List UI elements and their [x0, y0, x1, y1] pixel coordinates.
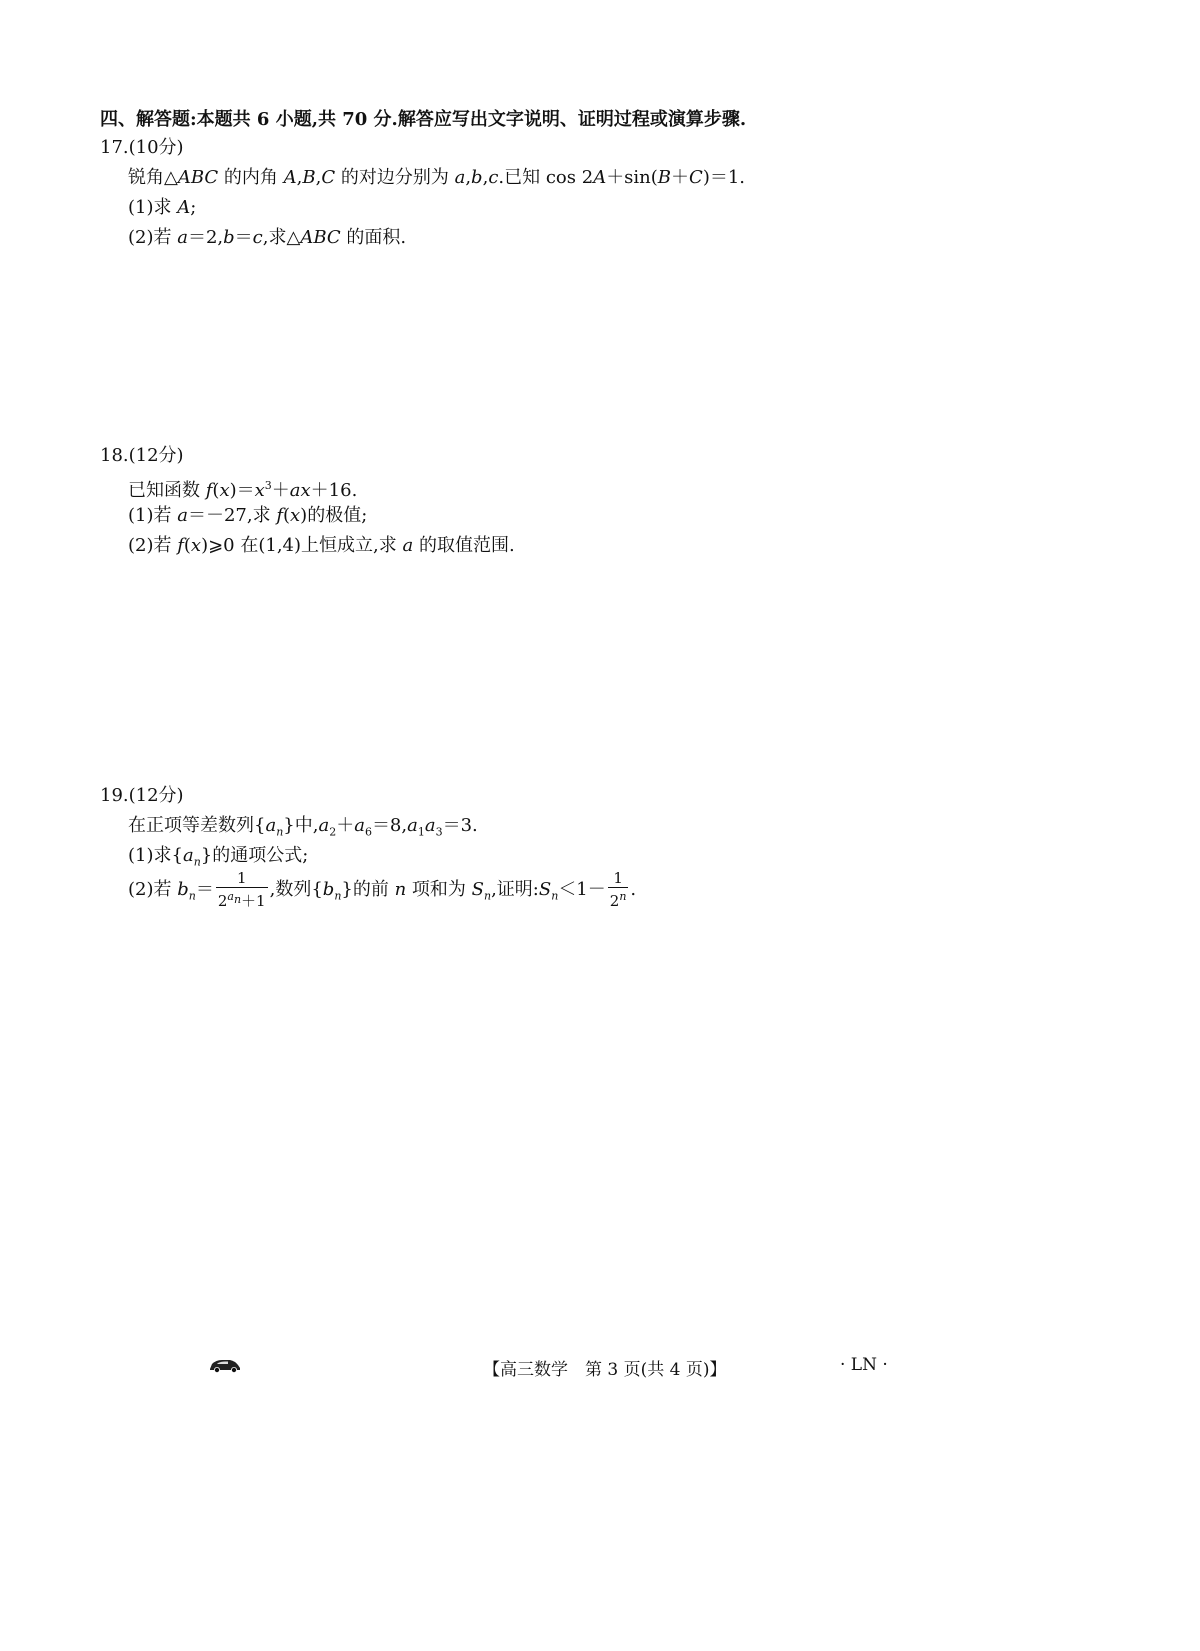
q19-part1: (1)求$\{a_n\}$的通项公式;	[128, 845, 309, 869]
q17-number: 17.(10分)	[100, 137, 184, 158]
fraction-bound: $\frac{1}{2^n}$	[609, 869, 627, 910]
q18-part2: (2)若 f(x)⩾0 在(1,4)上恒成立,求 a 的取值范围.	[128, 535, 515, 556]
q19-stem: 在正项等差数列$\{a_n\}$中$,a_2+a_6=8,a_1a_3=3$.	[128, 815, 478, 839]
footer-code: · LN ·	[840, 1355, 888, 1375]
section-header: 四、解答题:本题共 6 小题,共 70 分.解答应写出文字说明、证明过程或演算步骤.	[100, 109, 747, 130]
q18-number: 18.(12分)	[100, 445, 184, 466]
q17-stem: 锐角△ABC 的内角 A,B,C 的对边分别为 a,b,c.已知 cos 2A＋sin(B＋C)＝1.	[128, 167, 746, 188]
q19-number: 19.(12分)	[100, 785, 184, 806]
car-logo-icon	[208, 1357, 242, 1373]
q17-part1: (1)求 A;	[128, 197, 197, 218]
q18-stem: 已知函数 $f(x)=x^3+ax+16$.	[128, 479, 358, 501]
q17-part2: (2)若 a＝2,b＝c,求△ABC 的面积.	[128, 227, 407, 248]
fraction-bn: $\frac{1}{2^{a_n}+1}$	[217, 869, 266, 910]
q19-part2: (2)若 $b_n=$ $\frac{1}{2^{a_n}+1}$ ,数列$\{b_n\}$的前 n 项和为 $S_n$,证明$:S_n<1-$ $\frac{1}{2^n}$ .	[128, 869, 637, 910]
footer-page-info: 【高三数学 第 3 页(共 4 页)】	[483, 1360, 727, 1380]
q18-part1: (1)若 a＝－27,求 f(x)的极值;	[128, 505, 368, 526]
